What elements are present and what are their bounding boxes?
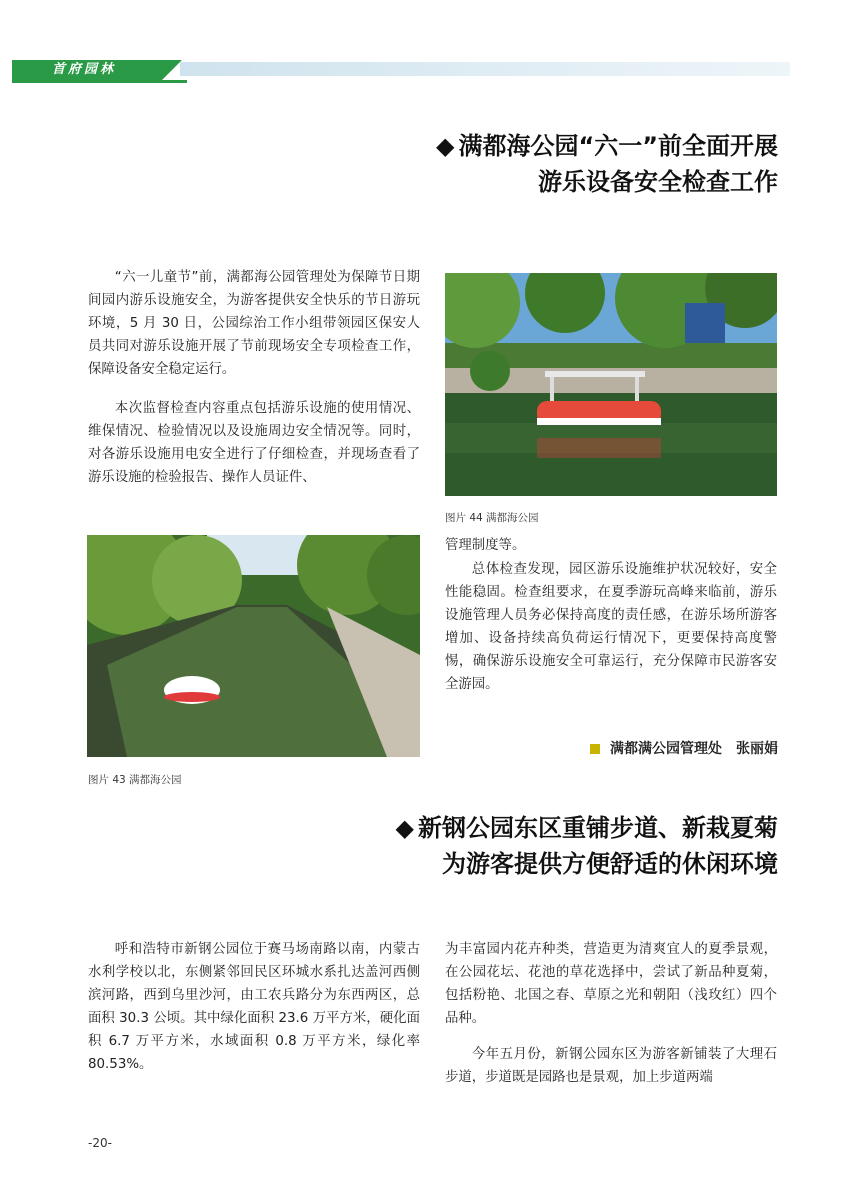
byline-marker-icon (590, 744, 600, 754)
article1-para3: 总体检查发现，园区游乐设施维护状况较好，安全性能稳固。检查组要求，在夏季游玩高峰来临前，游乐设施管理人员务必保持高度的责任感，在游乐场所游客增加、设备持续高负荷运行情况下，更要保持高度警惕，确保游乐设施安全可靠运行，充分保障市民游客安全游园。 (445, 562, 777, 692)
article2-para1: 呼和浩特市新钢公园位于赛马场南路以南，内蒙古水利学校以北，东侧紧邻回民区环城水系扎达盖河西侧滨河路，西到乌里沙河，由工农兵路分为东西两区，总面积 30.3 公顷。其中绿化面积 23.6 万平方米，硬化面积 6.7 万平方米，水域面积 0.8 万平方米，绿化率 80.53%。 (88, 942, 420, 1072)
article2-para3: 今年五月份，新钢公园东区为游客新铺装了大理石步道，步道既是园路也是景观，加上步道两端 (445, 1047, 777, 1085)
article1-title (436, 128, 778, 200)
article2-title-line1: 新钢公园东区重铺步道、新栽夏菊 (418, 814, 778, 842)
photo-44 (445, 273, 777, 496)
header-stripe (12, 80, 187, 83)
caption-43: 图片 43 满都海公园 (88, 774, 182, 786)
caption-44: 图片 44 满都海公园 (445, 512, 539, 524)
article1-title-line2: 游乐设备安全检查工作 (538, 168, 778, 196)
article1-para2: 本次监督检查内容重点包括游乐设施的使用情况、维保情况、检验情况以及设施周边安全情况等。同时，对各游乐设施用电安全进行了仔细检查，并现场查看了游乐设施的检验报告、操作人员证件、 (88, 401, 420, 485)
article2-title (396, 810, 778, 882)
article1-para2-cont: 管理制度等。 (445, 538, 526, 553)
article1-para1: “六一儿童节”前，满都海公园管理处为保障节日期间园内游乐设施安全，为游客提供安全快乐的节日游玩环境，5 月 30 日，公园综治工作小组带领园区保安人员共同对游乐设施开展了节前现场安全专项检查工作，保障设备安全稳定运行。 (88, 270, 420, 377)
photo-43 (87, 535, 420, 757)
article2-para2: 为丰富园内花卉种类，营造更为清爽宜人的夏季景观，在公园花坛、花池的草花选择中，尝试了新品种夏菊，包括粉艳、北国之春、草原之光和朝阳（浅玫红）四个品种。 (445, 942, 777, 1026)
diamond-bullet-icon: ◆ (435, 132, 455, 160)
section-tab (12, 60, 162, 80)
article2-title-line2: 为游客提供方便舒适的休闲环境 (442, 850, 778, 878)
header-band (180, 62, 790, 76)
section-label: 首府园林 (52, 62, 117, 77)
page-number: -20- (88, 1136, 112, 1150)
byline-text: 满都满公园管理处 张丽娟 (610, 741, 778, 757)
article1-title-line1: 满都海公园“六一”前全面开展 (458, 132, 778, 160)
diamond-bullet-icon: ◆ (395, 814, 414, 842)
article1-byline (590, 738, 778, 758)
